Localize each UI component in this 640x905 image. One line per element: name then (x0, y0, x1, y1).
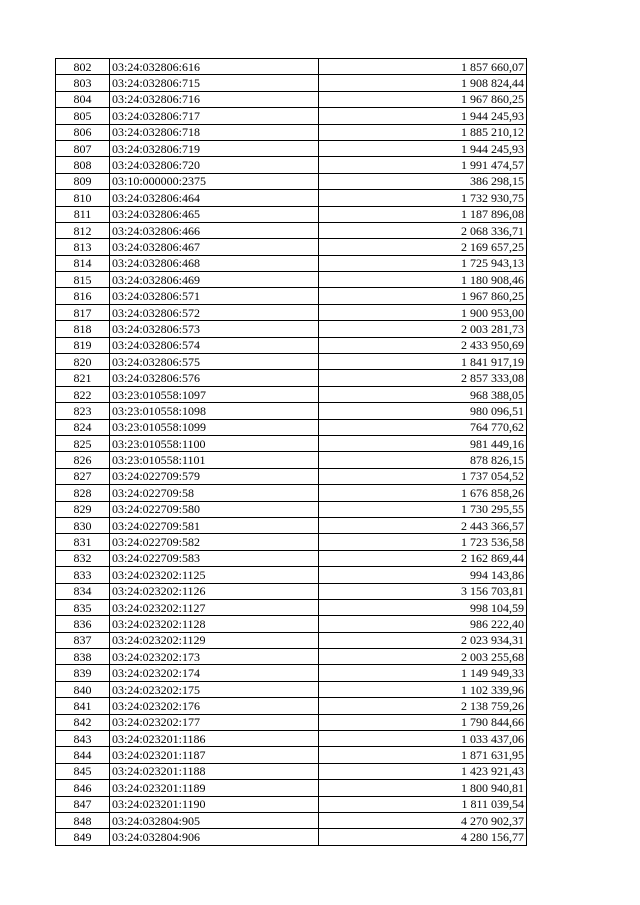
row-number-cell: 838 (56, 649, 110, 665)
row-number-cell: 823 (56, 403, 110, 419)
row-number-cell: 845 (56, 763, 110, 779)
row-number-cell: 815 (56, 272, 110, 288)
cadastral-number-cell: 03:24:032806:571 (110, 288, 319, 304)
row-number-cell: 829 (56, 501, 110, 517)
table-row (56, 517, 527, 533)
table-row (56, 649, 527, 665)
table-row (56, 616, 527, 632)
table-row (56, 583, 527, 599)
table-row (56, 419, 527, 435)
table-row (56, 567, 527, 583)
row-number-cell: 834 (56, 583, 110, 599)
value-cell: 1 857 660,07 (319, 59, 527, 75)
row-number-cell: 849 (56, 829, 110, 845)
cadastral-number-cell: 03:24:023201:1190 (110, 796, 319, 812)
table-row (56, 681, 527, 697)
table-row (56, 714, 527, 730)
row-number-cell: 810 (56, 190, 110, 206)
row-number-cell: 813 (56, 239, 110, 255)
table-row (56, 140, 527, 156)
table-row (56, 386, 527, 402)
cadastral-number-cell: 03:24:023202:176 (110, 698, 319, 714)
cadastral-number-cell: 03:24:032806:576 (110, 370, 319, 386)
table-row (56, 75, 527, 91)
value-cell: 2 003 255,68 (319, 649, 527, 665)
row-number-cell: 843 (56, 731, 110, 747)
cadastral-number-cell: 03:24:032806:716 (110, 91, 319, 107)
value-cell: 2 138 759,26 (319, 698, 527, 714)
table-row (56, 452, 527, 468)
table-row (56, 665, 527, 681)
cadastral-number-cell: 03:24:032806:467 (110, 239, 319, 255)
value-cell: 1 676 858,26 (319, 485, 527, 501)
row-number-cell: 816 (56, 288, 110, 304)
value-cell: 1 811 039,54 (319, 796, 527, 812)
cadastral-number-cell: 03:24:032804:906 (110, 829, 319, 845)
value-cell: 1 967 860,25 (319, 91, 527, 107)
value-cell: 986 222,40 (319, 616, 527, 632)
table-row (56, 698, 527, 714)
value-cell: 4 270 902,37 (319, 812, 527, 828)
cadastral-number-cell: 03:24:032804:905 (110, 812, 319, 828)
cadastral-number-cell: 03:24:032806:466 (110, 222, 319, 238)
cadastral-number-cell: 03:24:032806:572 (110, 304, 319, 320)
cadastral-number-cell: 03:24:023202:1126 (110, 583, 319, 599)
value-cell: 2 162 869,44 (319, 550, 527, 566)
value-cell: 1 725 943,13 (319, 255, 527, 271)
value-cell: 878 826,15 (319, 452, 527, 468)
row-number-cell: 842 (56, 714, 110, 730)
value-cell: 764 770,62 (319, 419, 527, 435)
value-cell: 1 841 917,19 (319, 354, 527, 370)
row-number-cell: 803 (56, 75, 110, 91)
value-cell: 1 944 245,93 (319, 140, 527, 156)
value-cell: 2 169 657,25 (319, 239, 527, 255)
value-cell: 1 723 536,58 (319, 534, 527, 550)
row-number-cell: 807 (56, 140, 110, 156)
table-row (56, 108, 527, 124)
table-row (56, 403, 527, 419)
cadastral-number-cell: 03:24:023202:1128 (110, 616, 319, 632)
row-number-cell: 833 (56, 567, 110, 583)
cadastral-number-cell: 03:23:010558:1099 (110, 419, 319, 435)
table-row (56, 747, 527, 763)
value-cell: 998 104,59 (319, 599, 527, 615)
table-row (56, 354, 527, 370)
row-number-cell: 846 (56, 780, 110, 796)
value-cell: 3 156 703,81 (319, 583, 527, 599)
value-cell: 2 857 333,08 (319, 370, 527, 386)
value-cell: 2 443 366,57 (319, 517, 527, 533)
row-number-cell: 840 (56, 681, 110, 697)
value-cell: 386 298,15 (319, 173, 527, 189)
row-number-cell: 821 (56, 370, 110, 386)
row-number-cell: 811 (56, 206, 110, 222)
row-number-cell: 804 (56, 91, 110, 107)
cadastral-number-cell: 03:24:022709:582 (110, 534, 319, 550)
value-cell: 2 068 336,71 (319, 222, 527, 238)
cadastral-number-cell: 03:24:032806:464 (110, 190, 319, 206)
table-row (56, 59, 527, 75)
cadastral-number-cell: 03:24:023202:1129 (110, 632, 319, 648)
value-cell: 1 885 210,12 (319, 124, 527, 140)
row-number-cell: 839 (56, 665, 110, 681)
cadastral-number-cell: 03:24:023202:175 (110, 681, 319, 697)
value-cell: 1 871 631,95 (319, 747, 527, 763)
cadastral-number-cell: 03:24:032806:469 (110, 272, 319, 288)
row-number-cell: 812 (56, 222, 110, 238)
cadastral-number-cell: 03:24:032806:717 (110, 108, 319, 124)
value-cell: 1 967 860,25 (319, 288, 527, 304)
table-row (56, 272, 527, 288)
cadastral-number-cell: 03:24:023201:1188 (110, 763, 319, 779)
row-number-cell: 808 (56, 157, 110, 173)
table-row (56, 796, 527, 812)
table-row (56, 304, 527, 320)
value-cell: 1 908 824,44 (319, 75, 527, 91)
cadastral-number-cell: 03:24:032806:719 (110, 140, 319, 156)
cadastral-number-cell: 03:10:000000:2375 (110, 173, 319, 189)
table-row (56, 91, 527, 107)
value-cell: 1 732 930,75 (319, 190, 527, 206)
table-row (56, 501, 527, 517)
table-row (56, 599, 527, 615)
cadastral-value-table (55, 58, 527, 846)
cadastral-number-cell: 03:24:023202:174 (110, 665, 319, 681)
cadastral-number-cell: 03:24:022709:579 (110, 468, 319, 484)
cadastral-number-cell: 03:24:032806:720 (110, 157, 319, 173)
cadastral-number-cell: 03:24:032806:616 (110, 59, 319, 75)
table-row (56, 190, 527, 206)
table-row (56, 435, 527, 451)
value-cell: 4 280 156,77 (319, 829, 527, 845)
cadastral-number-cell: 03:24:023201:1189 (110, 780, 319, 796)
row-number-cell: 805 (56, 108, 110, 124)
value-cell: 1 991 474,57 (319, 157, 527, 173)
row-number-cell: 822 (56, 386, 110, 402)
table-row (56, 157, 527, 173)
row-number-cell: 802 (56, 59, 110, 75)
table-row (56, 206, 527, 222)
value-cell: 1 033 437,06 (319, 731, 527, 747)
cadastral-number-cell: 03:23:010558:1101 (110, 452, 319, 468)
cadastral-number-cell: 03:24:023201:1187 (110, 747, 319, 763)
row-number-cell: 832 (56, 550, 110, 566)
cadastral-number-cell: 03:23:010558:1097 (110, 386, 319, 402)
value-cell: 981 449,16 (319, 435, 527, 451)
table-row (56, 337, 527, 353)
value-cell: 1 737 054,52 (319, 468, 527, 484)
value-cell: 1 187 896,08 (319, 206, 527, 222)
row-number-cell: 835 (56, 599, 110, 615)
value-cell: 1 900 953,00 (319, 304, 527, 320)
row-number-cell: 824 (56, 419, 110, 435)
row-number-cell: 836 (56, 616, 110, 632)
table-row (56, 829, 527, 845)
table-row (56, 534, 527, 550)
value-cell: 2 003 281,73 (319, 321, 527, 337)
row-number-cell: 831 (56, 534, 110, 550)
table-row (56, 468, 527, 484)
table-row (56, 124, 527, 140)
row-number-cell: 841 (56, 698, 110, 714)
row-number-cell: 827 (56, 468, 110, 484)
row-number-cell: 818 (56, 321, 110, 337)
row-number-cell: 848 (56, 812, 110, 828)
value-cell: 2 433 950,69 (319, 337, 527, 353)
value-cell: 1 790 844,66 (319, 714, 527, 730)
value-cell: 1 944 245,93 (319, 108, 527, 124)
table-row (56, 731, 527, 747)
row-number-cell: 814 (56, 255, 110, 271)
table-row (56, 255, 527, 271)
value-cell: 1 149 949,33 (319, 665, 527, 681)
table-row (56, 812, 527, 828)
cadastral-number-cell: 03:24:023201:1186 (110, 731, 319, 747)
table-body (56, 59, 527, 846)
table-row (56, 173, 527, 189)
row-number-cell: 830 (56, 517, 110, 533)
value-cell: 968 388,05 (319, 386, 527, 402)
value-cell: 994 143,86 (319, 567, 527, 583)
cadastral-number-cell: 03:24:022709:580 (110, 501, 319, 517)
row-number-cell: 837 (56, 632, 110, 648)
cadastral-number-cell: 03:24:032806:468 (110, 255, 319, 271)
value-cell: 1 800 940,81 (319, 780, 527, 796)
cadastral-number-cell: 03:24:023202:1127 (110, 599, 319, 615)
value-cell: 1 730 295,55 (319, 501, 527, 517)
value-cell: 1 180 908,46 (319, 272, 527, 288)
row-number-cell: 809 (56, 173, 110, 189)
table-row (56, 288, 527, 304)
cadastral-number-cell: 03:24:022709:58 (110, 485, 319, 501)
row-number-cell: 828 (56, 485, 110, 501)
row-number-cell: 819 (56, 337, 110, 353)
value-cell: 1 423 921,43 (319, 763, 527, 779)
table-row (56, 550, 527, 566)
row-number-cell: 817 (56, 304, 110, 320)
table-row (56, 763, 527, 779)
cadastral-number-cell: 03:24:032806:573 (110, 321, 319, 337)
table-row (56, 780, 527, 796)
cadastral-number-cell: 03:24:032806:575 (110, 354, 319, 370)
table-row (56, 239, 527, 255)
cadastral-number-cell: 03:24:032806:465 (110, 206, 319, 222)
value-cell: 1 102 339,96 (319, 681, 527, 697)
cadastral-number-cell: 03:23:010558:1098 (110, 403, 319, 419)
cadastral-number-cell: 03:24:032806:715 (110, 75, 319, 91)
row-number-cell: 806 (56, 124, 110, 140)
cadastral-number-cell: 03:24:023202:177 (110, 714, 319, 730)
cadastral-number-cell: 03:24:023202:1125 (110, 567, 319, 583)
row-number-cell: 826 (56, 452, 110, 468)
cadastral-number-cell: 03:24:022709:581 (110, 517, 319, 533)
row-number-cell: 847 (56, 796, 110, 812)
table-row (56, 632, 527, 648)
row-number-cell: 825 (56, 435, 110, 451)
cadastral-number-cell: 03:24:032806:574 (110, 337, 319, 353)
table-row (56, 222, 527, 238)
cadastral-number-cell: 03:23:010558:1100 (110, 435, 319, 451)
table-row (56, 485, 527, 501)
table-row (56, 321, 527, 337)
cadastral-number-cell: 03:24:022709:583 (110, 550, 319, 566)
cadastral-number-cell: 03:24:023202:173 (110, 649, 319, 665)
row-number-cell: 820 (56, 354, 110, 370)
cadastral-number-cell: 03:24:032806:718 (110, 124, 319, 140)
table-row (56, 370, 527, 386)
value-cell: 2 023 934,31 (319, 632, 527, 648)
row-number-cell: 844 (56, 747, 110, 763)
value-cell: 980 096,51 (319, 403, 527, 419)
